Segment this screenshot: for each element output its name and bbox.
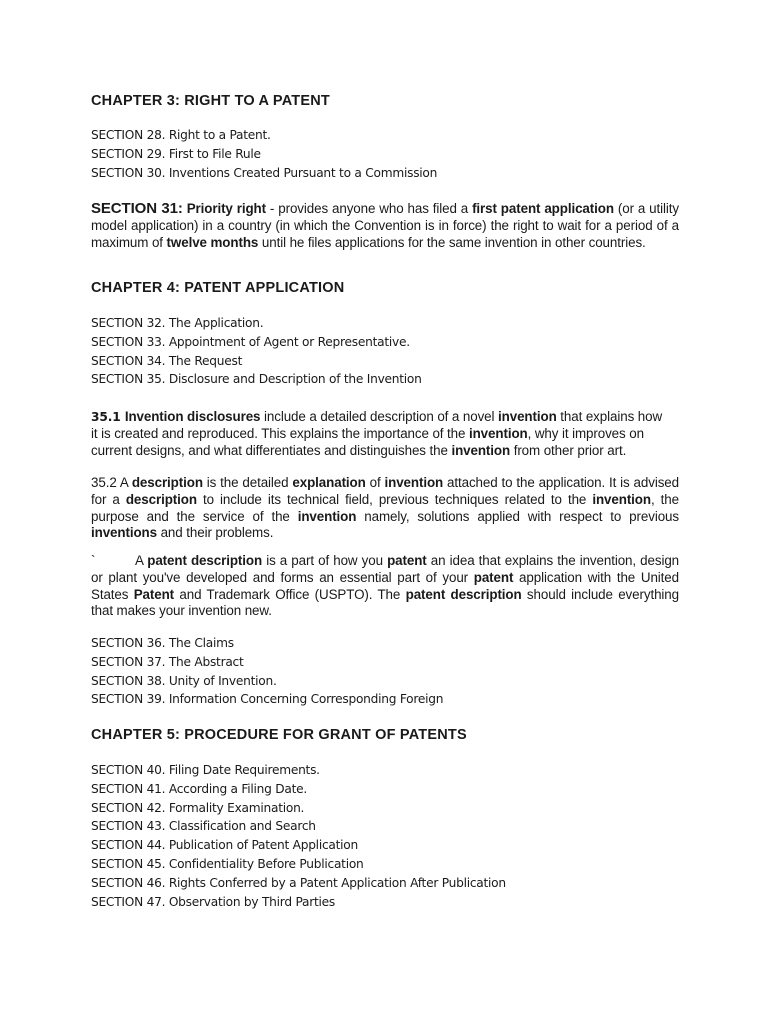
bold-term: description — [131, 475, 203, 490]
paragraph-text: A — [135, 553, 148, 568]
paragraph-text: an idea that explains the invention, design or plant you've developed and forms an essential part of your — [91, 553, 680, 585]
section-item: SECTION 33. Appointment of Agent or Representative. — [91, 334, 410, 349]
section-item: SECTION 43. Classification and Search — [91, 819, 316, 834]
paragraph-text: include a detailed description of a novel — [260, 409, 499, 424]
paragraph-text: , the purpose and the service of the — [91, 491, 679, 524]
section-item: SECTION 47. Observation by Third Parties — [91, 894, 335, 909]
paragraph-text: and their problems. — [156, 525, 274, 541]
chapter-4-section-list — [91, 314, 422, 389]
chapter-5-section-list — [91, 761, 506, 911]
paragraph-text: until he files applications for the same invention in other countries. — [258, 234, 646, 250]
bold-term: twelve months — [166, 234, 259, 250]
paragraph-text: attached to the application. It is advised for a — [91, 475, 679, 507]
patent-description-paragraph — [91, 553, 679, 620]
section-item: SECTION 40. Filing Date Requirements. — [91, 763, 320, 777]
section-item: SECTION 45. Confidentiality Before Publication — [91, 856, 364, 871]
section-item: SECTION 29. First to File Rule — [91, 146, 261, 161]
paragraph-text: is a part of how you — [262, 553, 388, 568]
paragraph-text: should include everything that makes your invention new. — [91, 586, 679, 619]
section-item: SECTION 28. Right to a Patent. — [91, 128, 271, 142]
section-31-heading: SECTION 31: — [91, 200, 183, 217]
section-item: SECTION 37. The Abstract — [91, 654, 244, 669]
paragraph-text: to include its technical field, previous techniques related to the — [196, 491, 593, 507]
chapter-4-claims-section-list — [91, 634, 443, 709]
paragraph-text: and Trademark Office (USPTO). The — [174, 586, 406, 602]
paragraph-text: (or a utility model application) in a country (in which the Convention is in force) the right to wait for a period of a maximum of — [91, 201, 679, 250]
bold-term: description — [125, 491, 197, 507]
section-item: SECTION 36. The Claims — [91, 636, 234, 650]
bold-term: patent — [387, 553, 427, 568]
bold-term: patent — [473, 569, 514, 585]
paragraph-number: 35.1 — [91, 410, 125, 424]
bold-term: explanation — [292, 475, 366, 490]
indent-mark: ` — [91, 553, 96, 568]
bold-term: inventions — [91, 525, 157, 541]
section-item: SECTION 46. Rights Conferred by a Patent Application After Publication — [91, 875, 506, 890]
bold-term: invention — [451, 442, 511, 458]
paragraph-text: namely, solutions applied with respect to previous — [356, 508, 679, 524]
bold-term: invention — [592, 491, 651, 507]
chapter-4-title: CHAPTER 4: PATENT APPLICATION — [91, 280, 345, 296]
section-item: SECTION 44. Publication of Patent Application — [91, 838, 358, 853]
paragraph-text: is the detailed — [202, 475, 293, 490]
bold-term: invention — [384, 475, 444, 490]
chapter-3-section-list — [91, 126, 437, 182]
paragraph-text: from other prior art. — [510, 442, 627, 458]
bold-term: invention — [468, 425, 528, 441]
section-item: SECTION 42. Formality Examination. — [91, 800, 305, 815]
bold-term: Priority right — [186, 201, 266, 216]
bold-term: invention — [498, 409, 557, 424]
paragraph-text: 35.2 A — [91, 475, 132, 490]
section-item: SECTION 30. Inventions Created Pursuant to a Commission — [91, 165, 438, 180]
section-item: SECTION 38. Unity of Invention. — [91, 673, 277, 688]
paragraph-text: of — [365, 475, 385, 490]
paragraph-text: application with the United States — [91, 569, 679, 602]
paragraph-text: that explains how it is created and reproduced. This explains the importance of the — [91, 409, 663, 441]
section-item: SECTION 35. Disclosure and Description of the Invention — [91, 372, 422, 387]
bold-term: invention — [297, 508, 357, 524]
section-item: SECTION 41. According a Filing Date. — [91, 781, 308, 796]
bold-term: first patent application — [472, 201, 614, 216]
bold-term: patent description — [405, 586, 522, 602]
section-item: SECTION 32. The Application. — [91, 316, 264, 330]
paragraph-35-2 — [91, 475, 679, 542]
section-item: SECTION 34. The Request — [91, 353, 243, 368]
bold-term: Patent — [133, 586, 175, 602]
chapter-5-title: CHAPTER 5: PROCEDURE FOR GRANT OF PATENTS — [91, 727, 467, 743]
paragraph-35-1 — [91, 409, 665, 459]
chapter-3-title: CHAPTER 3: RIGHT TO A PATENT — [91, 93, 330, 109]
paragraph-text: - provides anyone who has filed a — [265, 201, 473, 216]
section-item: SECTION 39. Information Concerning Corresponding Foreign — [91, 692, 444, 707]
section-31-paragraph — [91, 201, 679, 251]
bold-term: patent description — [147, 553, 263, 568]
paragraph-text: , why it improves on current designs, and what differentiates and distinguishes the — [91, 425, 644, 458]
bold-term: Invention disclosures — [124, 409, 261, 424]
